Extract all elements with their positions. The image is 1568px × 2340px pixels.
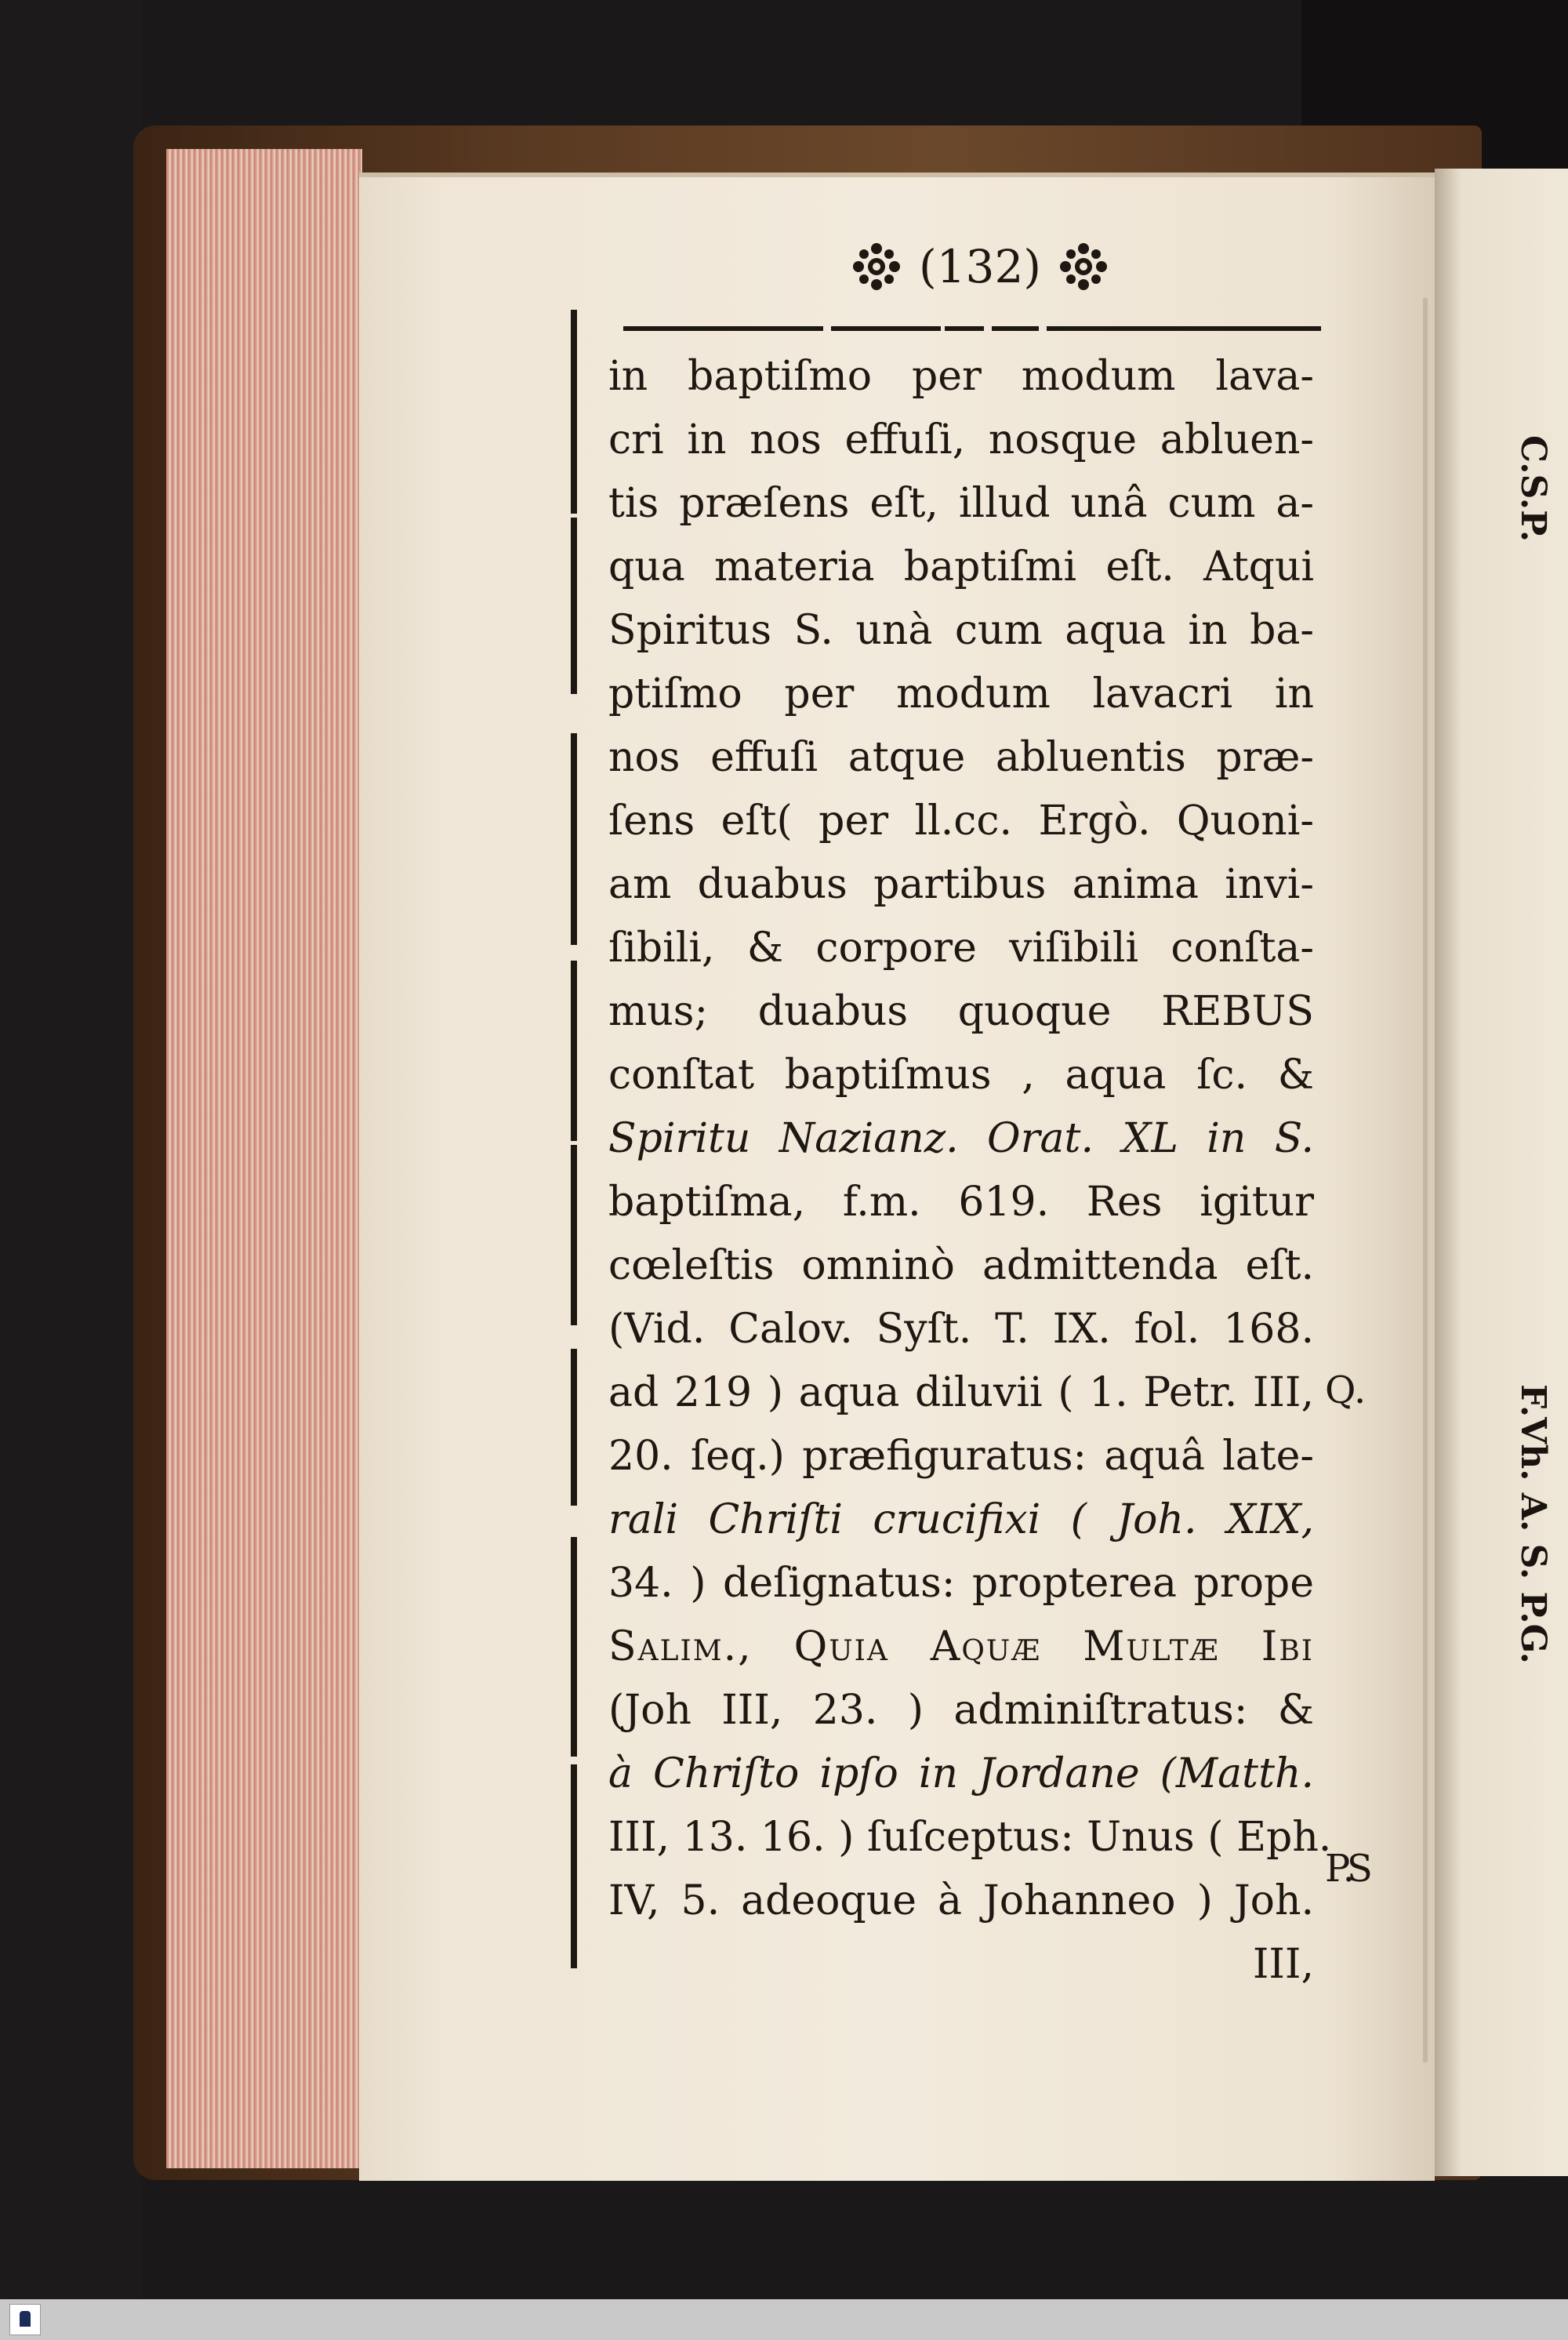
header-rule — [623, 323, 1321, 334]
text-line: am duabus partibus anima invi- — [608, 861, 1314, 908]
text-line: ptiſmo per modum lavacri in — [608, 670, 1314, 718]
text-line: Spiritus S. unà cum aqua in ba- — [608, 607, 1314, 654]
text-line: qua materia baptiſmi eſt. Atqui — [608, 543, 1314, 590]
page-number: (132) — [919, 240, 1041, 293]
facing-page-bottom-note: F.Vh. A. S. P.G. — [1513, 1384, 1553, 1664]
margin-bar — [571, 310, 577, 514]
background-left — [0, 0, 141, 2340]
margin-mark: S — [1347, 1847, 1373, 1891]
page-header — [823, 239, 1137, 302]
text-line: III, 13. 16. ) ſuſceptus: Unus ( Eph. — [608, 1814, 1332, 1861]
text-line: Spiritu Nazianz. Orat. XL in S. — [608, 1115, 1314, 1162]
facing-page — [1435, 169, 1568, 2176]
text-line: (Vid. Calov. Syſt. T. IX. fol. 168. — [608, 1306, 1314, 1353]
catchword: III, — [1252, 1941, 1314, 1988]
text-line: ad 219 ) aqua diluvii ( 1. Petr. III, — [608, 1369, 1314, 1416]
margin-bar — [571, 1349, 577, 1506]
page-edges — [166, 149, 362, 2168]
margin-bar — [571, 961, 577, 1141]
text-line: ſibili, & corpore viſibili conſta- — [608, 925, 1314, 972]
margin-mark: Q. — [1325, 1368, 1367, 1412]
margin-bar — [571, 1764, 577, 1968]
flower-ornament-icon — [849, 239, 904, 294]
margin-bar — [571, 1145, 577, 1325]
text-line: 20. ſeq.) præfiguratus: aquâ late- — [608, 1433, 1314, 1480]
margin-bar — [571, 733, 577, 945]
library-logo-icon — [9, 2304, 41, 2335]
margin-bar — [571, 1537, 577, 1757]
text-line: cri in nos effuſi, nosque abluen- — [608, 416, 1314, 463]
text-line: mus; duabus quoque REBUS — [608, 988, 1314, 1035]
text-line: IV, 5. adeoque à Johanneo ) Joh. — [608, 1877, 1314, 1924]
margin-bar — [571, 518, 577, 694]
gutter-shadow — [1423, 298, 1428, 2062]
text-line: ſens eſt( per ll.cc. Ergò. Quoni- — [608, 798, 1314, 845]
text-line: conſtat baptiſmus , aqua ſc. & — [608, 1052, 1314, 1099]
facing-page-top-note: C.S.P. — [1513, 435, 1553, 543]
margin-mark: P. — [1325, 1847, 1355, 1891]
text-line: rali Chriſti crucifixi ( Joh. XIX, — [608, 1496, 1314, 1543]
text-line: (Joh III, 23. ) adminiſtratus: & — [608, 1687, 1314, 1734]
text-line: cœleſtis omninò admittenda eſt. — [608, 1242, 1314, 1289]
viewer-footer-bar — [0, 2299, 1568, 2340]
text-line: tis præſens eſt, illud unâ cum a- — [608, 480, 1314, 527]
flower-ornament-icon — [1056, 239, 1111, 294]
body-text — [608, 345, 1332, 1997]
text-line: à Chriſto ipſo in Jordane (Matth. — [608, 1750, 1314, 1797]
text-line: baptiſma, f.m. 619. Res igitur — [608, 1179, 1314, 1226]
text-line: Salim., Quia Aquæ Multæ Ibi — [608, 1623, 1314, 1670]
text-line: in baptiſmo per modum lava- — [608, 353, 1314, 400]
text-line: nos effuſi atque abluentis præ- — [608, 734, 1314, 781]
text-line: 34. ) deſignatus: propterea prope — [608, 1560, 1314, 1607]
